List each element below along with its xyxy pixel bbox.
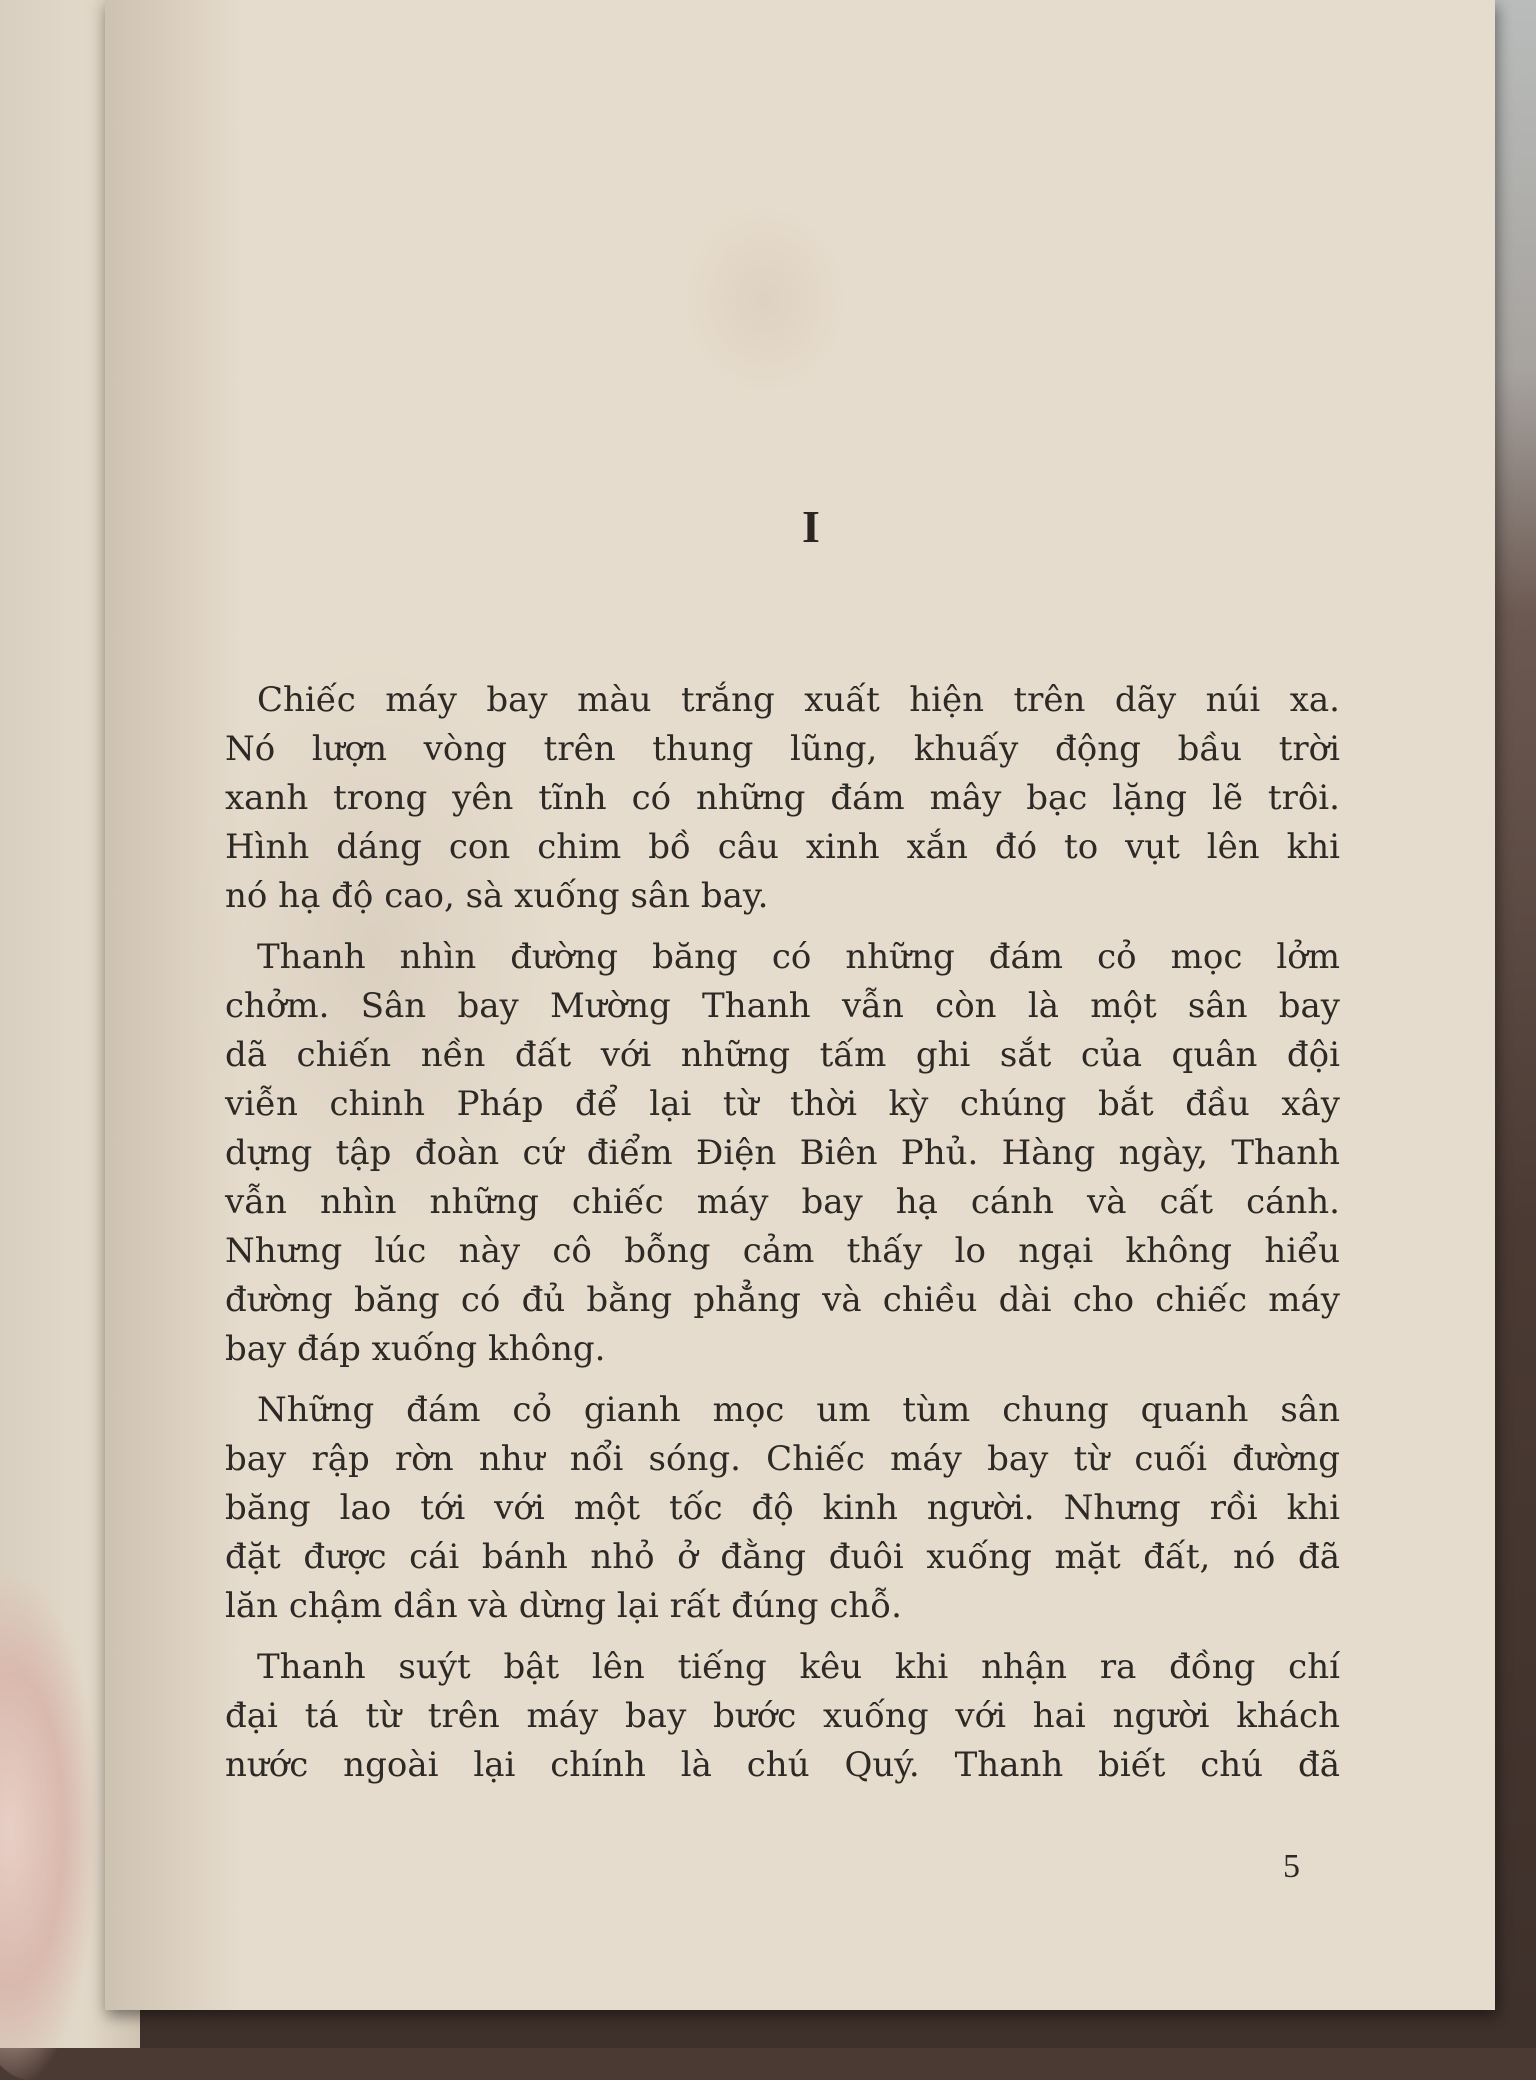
text-line: Những đám cỏ gianh mọc um tùm chung quanh sân — [257, 1390, 1340, 1430]
text-line: vẫn nhìn những chiếc máy bay hạ cánh và cất cánh. — [225, 1182, 1340, 1222]
text-line: Thanh nhìn đường băng có những đám cỏ mọc lởm — [257, 937, 1340, 977]
text-line: đặt được cái bánh nhỏ ở đằng đuôi xuống mặt đất, nó đã — [225, 1537, 1340, 1577]
body-text — [225, 676, 1340, 1802]
text-line: Nó lượn vòng trên thung lũng, khuấy động bầu trời — [225, 729, 1340, 769]
text-line: băng lao tới với một tốc độ kinh người. Nhưng rồi khi — [225, 1488, 1340, 1528]
text-line: Thanh suýt bật lên tiếng kêu khi nhận ra đồng chí — [257, 1647, 1340, 1687]
text-line: đại tá từ trên máy bay bước xuống với hai người khách — [225, 1696, 1340, 1736]
text-line: Nhưng lúc này cô bỗng cảm thấy lo ngại không hiểu — [225, 1231, 1340, 1271]
text-line: viễn chinh Pháp để lại từ thời kỳ chúng bắt đầu xây — [225, 1084, 1340, 1124]
text-line: dựng tập đoàn cứ điểm Điện Biên Phủ. Hàng ngày, Thanh — [225, 1133, 1340, 1173]
paragraph-4 — [225, 1643, 1340, 1790]
paragraph-1 — [225, 676, 1340, 921]
text-line: Hình dáng con chim bồ câu xinh xắn đó to vụt lên khi — [225, 827, 1340, 867]
text-line: nó hạ độ cao, sà xuống sân bay. — [225, 876, 769, 916]
text-line: Chiếc máy bay màu trắng xuất hiện trên dãy núi xa. — [257, 680, 1340, 720]
text-line: lăn chậm dần và dừng lại rất đúng chỗ. — [225, 1586, 902, 1626]
chapter-marker: I — [802, 501, 820, 552]
text-line: đường băng có đủ bằng phẳng và chiều dài cho chiếc máy — [225, 1280, 1340, 1320]
page-number: 5 — [1283, 1848, 1300, 1885]
text-line: bay rập rờn như nổi sóng. Chiếc máy bay từ cuối đường — [225, 1439, 1340, 1479]
text-line: nước ngoài lại chính là chú Quý. Thanh biết chú đã — [225, 1745, 1340, 1785]
paragraph-3 — [225, 1386, 1340, 1631]
text-line: xanh trong yên tĩnh có những đám mây bạc lặng lẽ trôi. — [225, 778, 1340, 818]
paragraph-2 — [225, 933, 1340, 1374]
text-line: dã chiến nền đất với những tấm ghi sắt của quân đội — [225, 1035, 1340, 1075]
text-line: bay đáp xuống không. — [225, 1329, 606, 1369]
text-line: chởm. Sân bay Mường Thanh vẫn còn là một sân bay — [225, 986, 1340, 1026]
